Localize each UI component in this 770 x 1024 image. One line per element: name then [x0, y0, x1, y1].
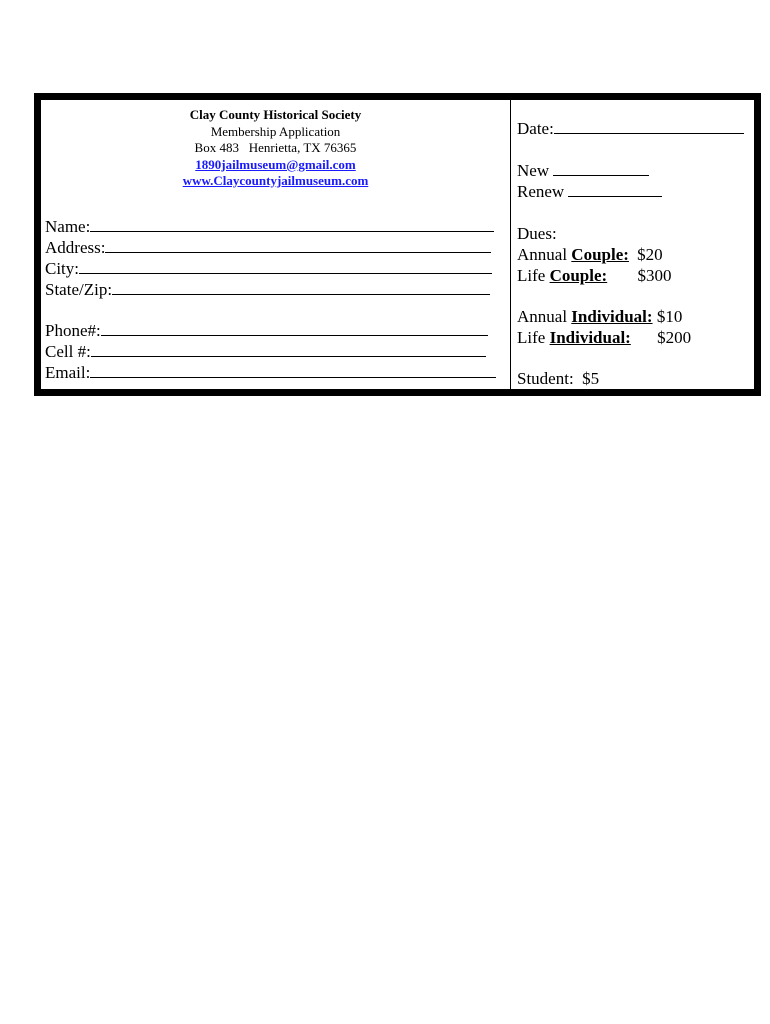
state-zip-label: State/Zip:: [45, 280, 113, 299]
state-zip-blank[interactable]: [112, 280, 490, 295]
phone-blank[interactable]: [101, 321, 488, 336]
email-label: Email:: [45, 363, 91, 382]
dues-column: [511, 100, 761, 389]
new-blank[interactable]: [553, 161, 649, 176]
annual-individual-type: Individual:: [571, 307, 653, 326]
mailing-address: Box 483 Henrietta, TX 76365: [194, 140, 357, 155]
membership-form: [34, 93, 761, 396]
new-field-row: [517, 161, 649, 181]
phone-label: Phone#:: [45, 321, 101, 340]
address-label: Address:: [45, 238, 106, 257]
date-blank[interactable]: [554, 119, 744, 134]
email-field-row: [45, 363, 496, 383]
city-label: City:: [45, 259, 80, 278]
address-blank[interactable]: [105, 238, 491, 253]
name-field-row: [45, 217, 494, 237]
cell-blank[interactable]: [91, 342, 486, 357]
annual-individual-prefix: Annual: [517, 307, 568, 326]
life-couple-price: $300: [637, 266, 672, 285]
life-individual-prefix: Life: [517, 328, 546, 347]
student-rate: Student: $5: [517, 369, 600, 388]
new-label: New: [517, 161, 550, 180]
life-individual-type: Individual:: [549, 328, 631, 347]
life-couple-prefix: Life: [517, 266, 546, 285]
form-title: Membership Application: [210, 123, 341, 139]
form-header: [41, 107, 510, 190]
annual-couple-prefix: Annual: [517, 245, 568, 264]
date-label: Date:: [517, 119, 554, 138]
annual-couple-row: [517, 245, 663, 265]
cell-field-row: [45, 342, 486, 362]
dues-heading: Dues:: [517, 224, 557, 243]
life-couple-type: Couple:: [549, 266, 608, 285]
phone-field-row: [45, 321, 488, 341]
life-individual-row: [517, 328, 691, 348]
email-blank[interactable]: [90, 363, 496, 378]
email-link[interactable]: 1890jailmuseum@gmail.com: [195, 156, 356, 172]
city-blank[interactable]: [79, 259, 492, 274]
name-blank[interactable]: [90, 217, 494, 232]
life-individual-price: $200: [657, 328, 692, 347]
annual-couple-price: $20: [637, 245, 663, 264]
website-link[interactable]: www.Claycountyjailmuseum.com: [182, 173, 369, 188]
name-label: Name:: [45, 217, 91, 236]
date-field-row: [517, 119, 744, 139]
renew-blank[interactable]: [568, 182, 662, 197]
renew-label: Renew: [517, 182, 565, 201]
organization-name: Clay County Historical Society: [189, 107, 362, 122]
annual-couple-type: Couple:: [571, 245, 629, 264]
annual-individual-price: $10: [656, 307, 683, 326]
life-couple-row: [517, 266, 671, 286]
contact-column: [41, 100, 510, 389]
cell-label: Cell #:: [45, 342, 91, 361]
address-field-row: [45, 238, 491, 258]
renew-field-row: [517, 182, 662, 202]
annual-individual-row: [517, 307, 682, 327]
city-field-row: [45, 259, 492, 279]
state-zip-field-row: [45, 280, 490, 300]
